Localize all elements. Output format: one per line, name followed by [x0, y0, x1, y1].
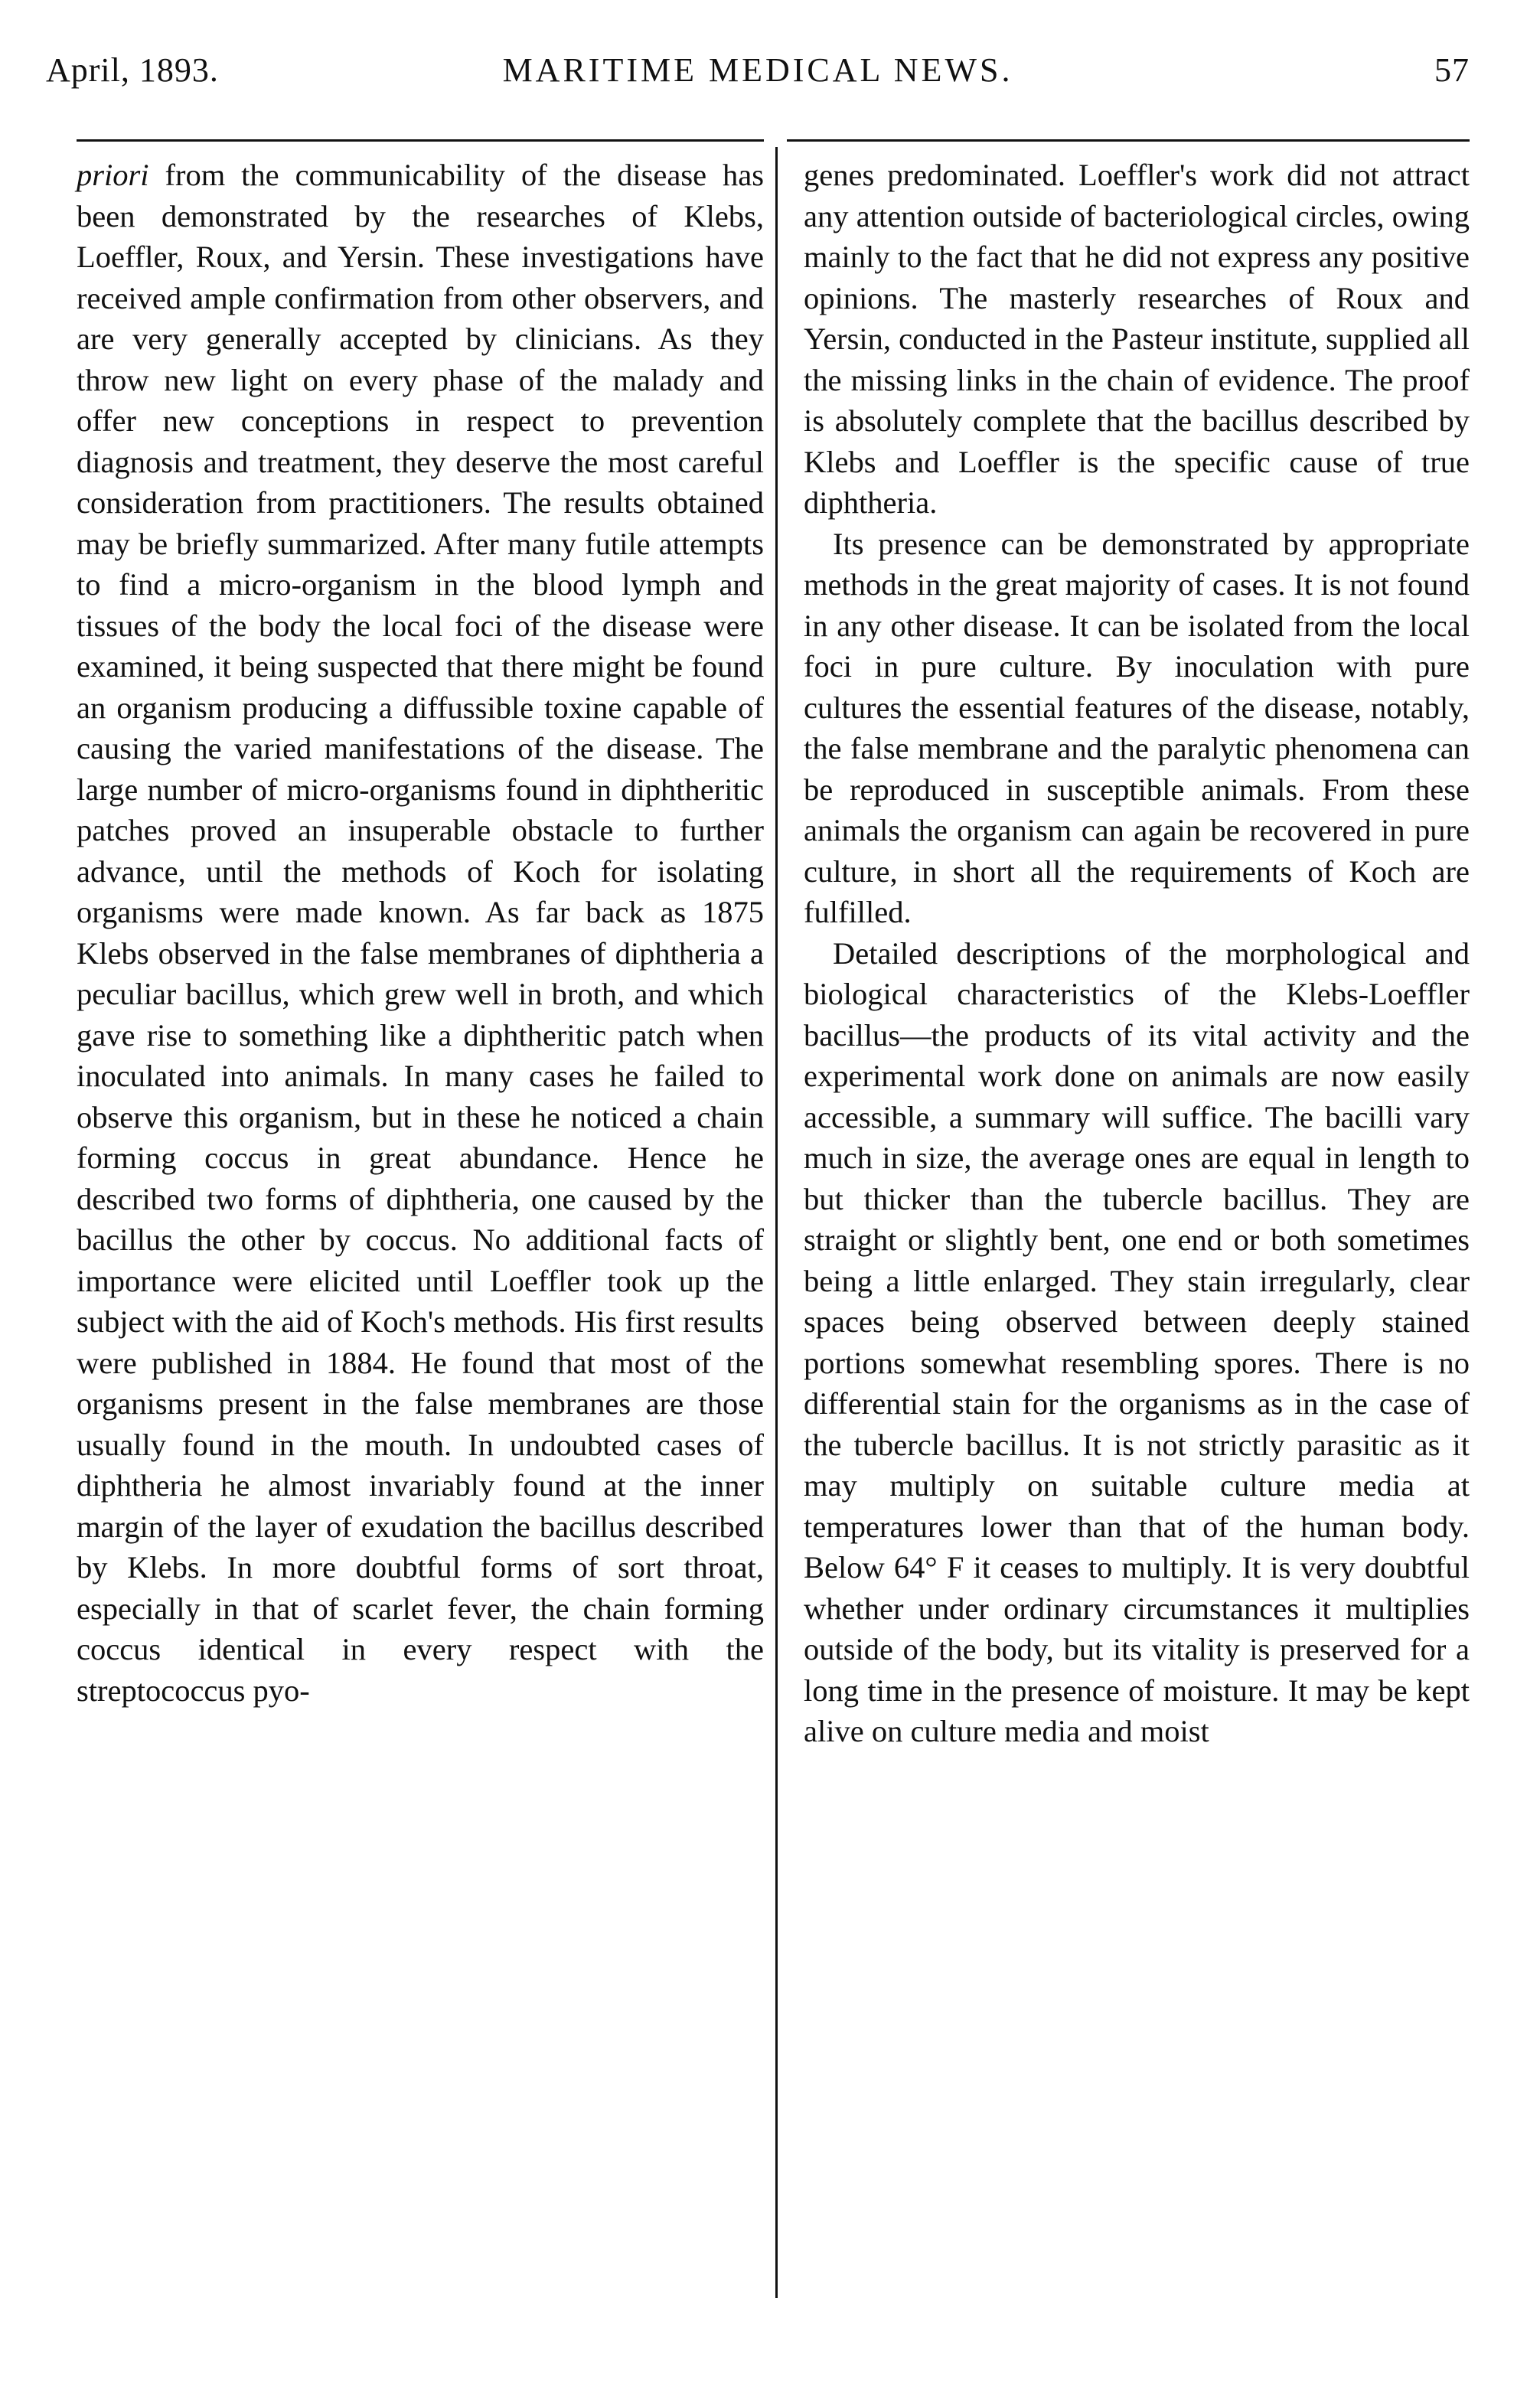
header-rule-right: [787, 139, 1470, 142]
journal-title: MARITIME MEDICAL NEWS.: [502, 51, 1013, 89]
running-header: [46, 51, 1470, 112]
header-rule-left: [77, 139, 764, 142]
page-number: 57: [1434, 51, 1470, 89]
right-paragraph-2: Its presence can be demonstrated by appropriate methods in the great majority of cases. It is not found in any other disease. It can be isolated from the local foci in pure culture. By inoculation with pure cultures the essential features of the disease, notably, the false membrane and the paralytic phenomena can be reproduced in susceptible animals. From these animals the organism can again be recovered in pure culture, in short all the requirements of Koch are fulfilled.: [804, 526, 1470, 929]
left-column: [77, 155, 764, 1711]
left-paragraph-1-text: from the communicability of the disease has been demonstrated by the researches of Klebs, Loeffler, Roux, and Yersin. These investigations have received ample confirmation from other observers, and are very generally accepted by clinicians. As they throw new light on every phase of the malady and offer new conceptions in respect to prevention diagnosis and treatment, they deserve the most careful consideration from practitioners. The results obtained may be briefly summarized. After many futile attempts to find a micro-organism in the blood lymph and tissues of the body the local foci of the disease were examined, it being suspected that there might be found an organism producing a diffussible toxine capable of causing the varied manifestations of the disease. The large number of micro-organisms found in diphtheritic patches proved an insuperable obstacle to further advance, until the methods of Koch for isolating organisms were made known. As far back as 1875 Klebs observed in the false membranes of diphtheria a peculiar bacillus, which grew well in broth, and which gave rise to something like a diphtheritic patch when inoculated into animals. In many cases he failed to observe this organism, but in these he noticed a chain forming coccus in great abundance. Hence he described two forms of diphtheria, one caused by the bacillus the other by coccus. No additional facts of importance were elicited until Loeffler took up the subject with the aid of Koch's methods. His first results were published in 1884. He found that most of the organisms present in the false membranes are those usually found in the mouth. In undoubted cases of diphtheria he almost invariably found at the inner margin of the layer of exudation the bacillus described by Klebs. In more doubtful forms of sort throat, especially in that of scarlet fever, the chain forming coccus identical in every respect with the streptococcus pyo-: [77, 158, 764, 1708]
left-paragraph-1: [77, 155, 764, 1711]
right-paragraph-3: Detailed descriptions of the morphological and biological characteristics of the Klebs-Loeffler bacillus—the products of its vital activity and the experimental work done on animals are now easily accessible, a summary will suffice. The bacilli vary much in size, the average ones are equal in length to but thicker than the tubercle bacillus. They are straight or slightly bent, one end or both sometimes being a little enlarged. They stain irregularly, clear spaces being observed between deeply stained portions somewhat resembling spores. There is no differential stain for the organisms as in the case of the tubercle bacillus. It is not strictly parasitic as it may multiply on suitable culture media at temperatures lower than that of the human body. Below 64° F it ceases to multiply. It is very doubtful whether under ordinary circumstances it multiplies outside of the body, but its vitality is preserved for a long time in the presence of moisture. It may be kept alive on culture media and moist: [804, 935, 1470, 1748]
lead-italic-word: priori: [77, 158, 149, 192]
column-divider: [775, 147, 778, 2298]
right-column: [804, 155, 1470, 1752]
right-paragraph-1: genes predominated. Loeffler's work did not attract any attention outside of bacteriological circles, owing mainly to the fact that he did not express any positive opinions. The masterly researches of Roux and Yersin, conducted in the Pasteur institute, supplied all the missing links in the chain of evidence. The proof is absolutely complete that the bacillus described by Klebs and Loeffler is the specific cause of true diphtheria.: [804, 158, 1470, 520]
issue-date: April, 1893.: [46, 51, 219, 89]
